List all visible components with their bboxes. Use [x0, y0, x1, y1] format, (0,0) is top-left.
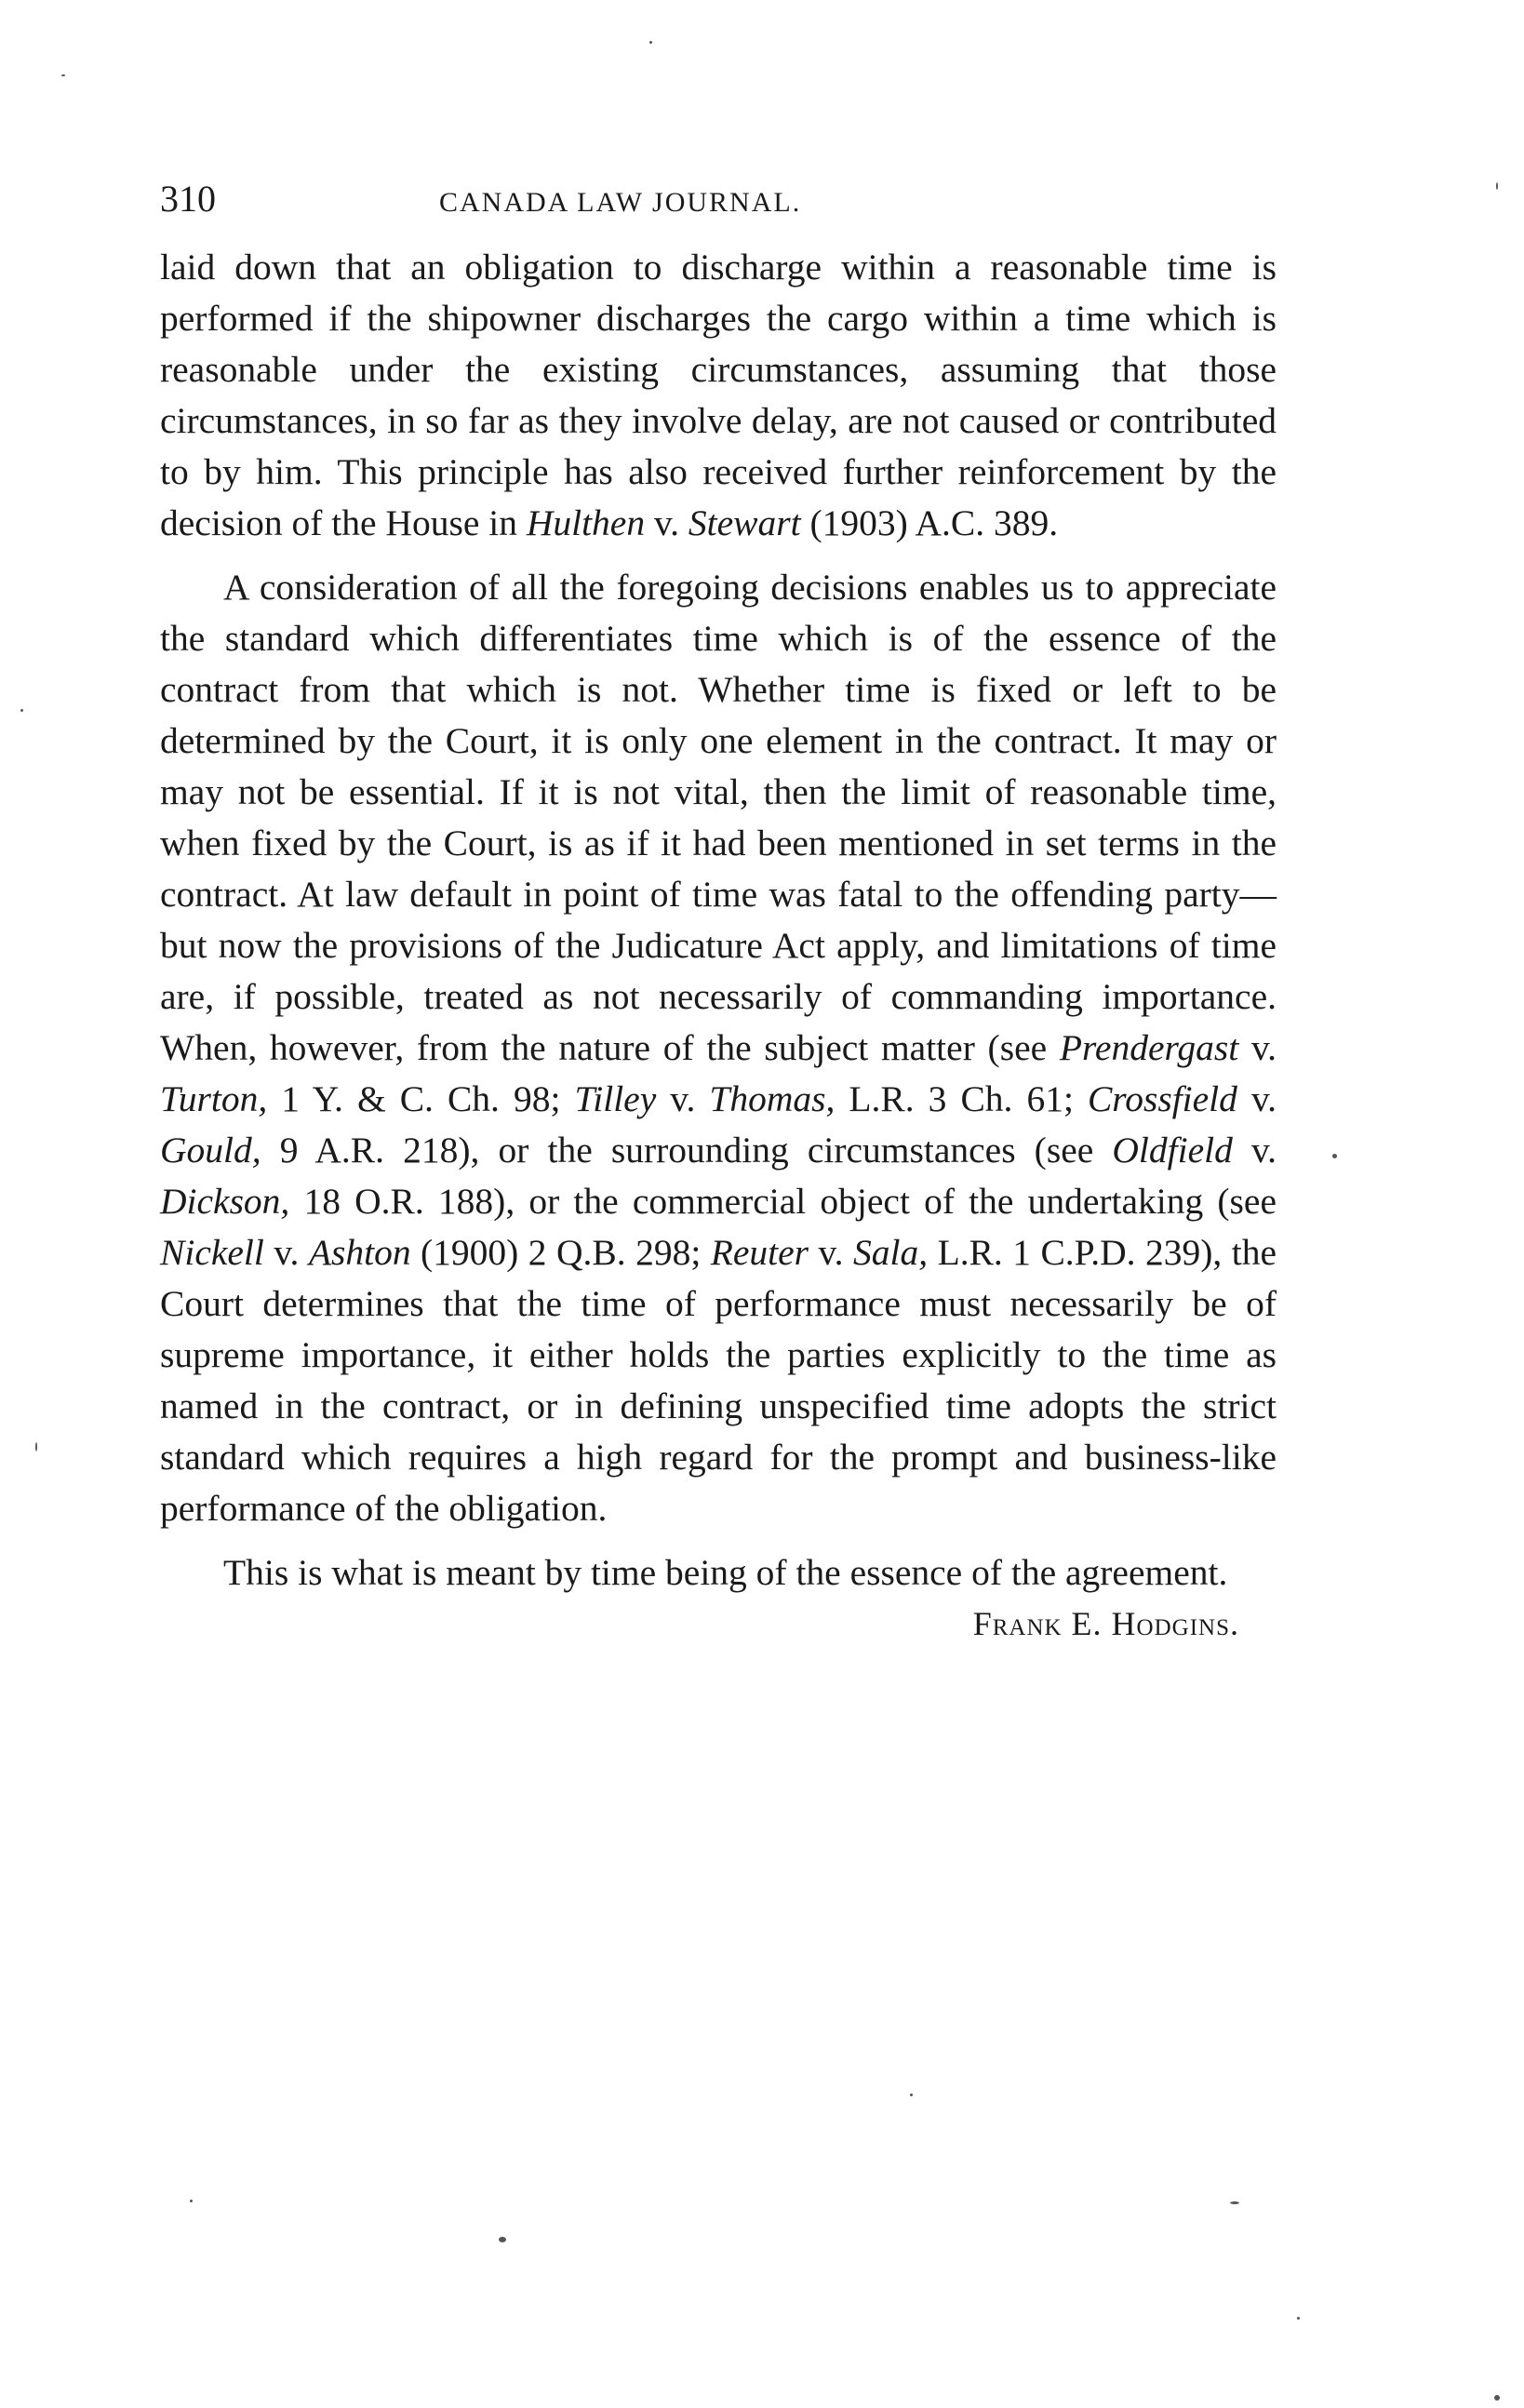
- text-run: v.: [1232, 1130, 1277, 1171]
- text-run: v.: [809, 1232, 854, 1273]
- text-run: v.: [263, 1232, 309, 1273]
- article-body: [160, 242, 1277, 1599]
- text-run: v.: [1238, 1027, 1277, 1068]
- text-run: This is what is meant by time being of the essence of the agreement.: [223, 1552, 1228, 1593]
- case-name: Hulthen: [526, 502, 646, 543]
- scan-speck: [1494, 2395, 1500, 2401]
- case-name: Crossfield: [1087, 1078, 1237, 1119]
- case-name: Stewart: [688, 502, 801, 543]
- case-name: Oldfield: [1112, 1130, 1233, 1171]
- journal-page: [160, 177, 1277, 1643]
- paragraph: [160, 1547, 1277, 1599]
- case-name: Thomas,: [709, 1078, 836, 1119]
- text-run: (1903) A.C. 389.: [800, 502, 1059, 543]
- scan-speck: [1332, 1154, 1337, 1158]
- scan-speck: [190, 2200, 193, 2202]
- running-head: CANADA LAW JOURNAL.: [439, 187, 802, 218]
- scan-speck: [1230, 2201, 1239, 2204]
- text-run: 18 O.R. 188), or the commercial object of the undertaking (see: [289, 1181, 1277, 1222]
- text-run: v.: [1237, 1078, 1277, 1119]
- page-header: [160, 177, 1277, 242]
- text-run: (1900) 2 Q.B. 298;: [410, 1232, 711, 1273]
- scan-speck: [1496, 182, 1498, 190]
- case-name: Gould,: [160, 1130, 261, 1171]
- page-number: 310: [160, 178, 216, 220]
- scan-speck: [20, 709, 23, 712]
- case-name: Sala,: [853, 1232, 929, 1273]
- scan-speck: [1297, 2317, 1300, 2320]
- scan-speck: [649, 41, 652, 44]
- scan-speck: [910, 2094, 913, 2096]
- text-run: laid down that an obligation to discharge within a reasonable time is performed if the shipowner discharges the cargo within a time which is reasonable under the existing circumstances, assuming that those circumstances, in so far as they involve delay, are not caused or contributed to by him. This principle has also received further reinforcement by the decision of the House in: [160, 247, 1277, 543]
- case-name: Reuter: [710, 1232, 809, 1273]
- text-run: L.R. 3 Ch. 61;: [835, 1078, 1088, 1119]
- scan-speck: [499, 2237, 506, 2242]
- scan-speck: [61, 74, 65, 76]
- case-name: Dickson,: [160, 1181, 290, 1222]
- paragraph: [160, 242, 1277, 549]
- case-name: Ashton: [308, 1232, 411, 1273]
- case-name: Prendergast: [1059, 1027, 1239, 1068]
- case-name: Tilley: [574, 1078, 657, 1119]
- text-run: 1 Y. & C. Ch. 98;: [267, 1078, 575, 1119]
- author-signature: Frank E. Hodgins.: [972, 1605, 1239, 1642]
- text-run: 9 A.R. 218), or the surrounding circumstances (see: [261, 1130, 1113, 1171]
- case-name: Turton,: [160, 1078, 268, 1119]
- text-run: v.: [656, 1078, 710, 1119]
- text-run: L.R. 1 C.P.D. 239), the Court determines that the time of performance must necessarily be of supreme importance, it either holds the parties explicitly to the time as named in the contract, or in defining unspecified time adopts the strict standard which requires a high regard for the prompt and business-like performance of the obligation.: [160, 1232, 1277, 1529]
- case-name: Nickell: [160, 1232, 264, 1273]
- scan-speck: [35, 1442, 37, 1451]
- paragraph: [160, 562, 1277, 1534]
- text-run: v.: [645, 502, 688, 543]
- text-run: A consideration of all the foregoing decisions enables us to appreciate the standard which differentiates time which is of the essence of the contract from that which is not. Whether time is fixed or left to be determined by the Court, it is only one element in the contract. It may or may not be essential. If it is not vital, then the limit of reasonable time, when fixed by the Court, is as if it had been mentioned in set terms in the contract. At law default in point of time was fatal to the offending party—but now the provisions of the Judicature Act apply, and limitations of time are, if possible, treated as not necessarily of commanding importance. When, however, from the nature of the subject matter (see: [160, 567, 1277, 1068]
